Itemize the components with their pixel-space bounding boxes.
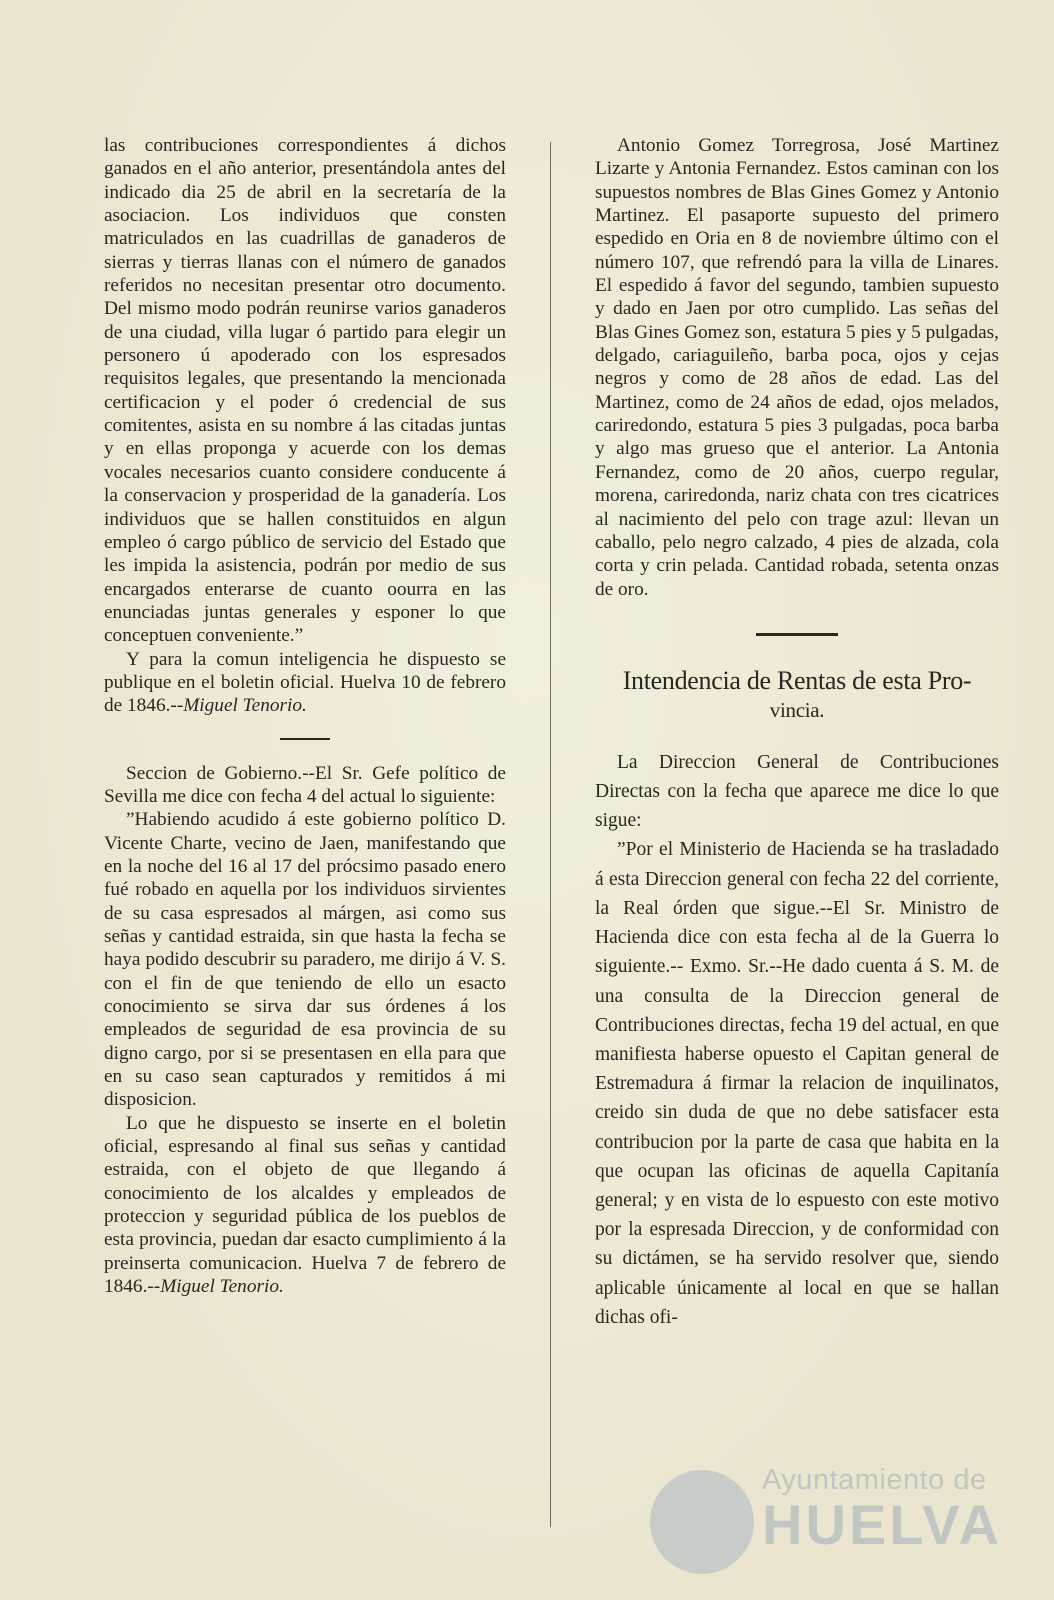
left-paragraph-3: Seccion de Gobierno.--El Sr. Gefe político de Sevilla me dice con fecha 4 del actual lo siguiente: xyxy=(104,762,506,807)
left-paragraph-5-text: Lo que he dispuesto se inserte en el boletin oficial, espresando al final sus señas y cantidad estraida, con el objeto de que llegando á conocimiento de los alcaldes y empleados de proteccion y seguridad pública de los pueblos de esta provincia, puedan dar esacto cumplimiento á la preinserta comunicacion. Huelva 7 de febrero de 1846.-- xyxy=(104,1112,506,1298)
section-divider xyxy=(756,633,838,636)
left-paragraph-1: las contribuciones correspondientes á dichos ganados en el año anterior, presentándola antes del indicado dia 25 de abril en la secretaría de la asociacion. Los individuos que consten matriculados en las cuadrillas de ganaderos de sierras y tierras llanas con el número de ganados referidos no necesitan presentar otro documento. Del mismo modo podrán reunirse varios ganaderos de una ciudad, villa lugar ó partido para elegir un personero ú apoderado con los espresados requisitos legales, que presentando la mencionada certificacion y el poder ó credencial de sus comitentes, asista en su nombre á las citadas juntas y en ellas proponga y acuerde con los demas vocales necesarios cuanto considere conducente á la conservacion y prosperidad de la ganadería. Los individuos que se hallen constituidos en algun empleo ó cargo público de servicio del Estado que les impida la asistencia, podrán por medio de sus encargados enterarse de cuanto oourra en las enunciadas juntas generales y esponer lo que conceptuen conveniente.” xyxy=(104,135,506,647)
right-paragraph-3: ”Por el Ministerio de Hacienda se ha trasladado á esta Direccion general con fecha 22 del corriente, la Real órden que sigue.--El Sr. Ministro de Hacienda dice con esta fecha al de la Guerra lo siguiente.-- Exmo. Sr.--He dado cuenta á S. M. de una consulta de la Direccion general de Contribuciones directas, fecha 19 del actual, en que manifiesta haberse opuesto el Capitan general de Estremadura á firmar la relacion de inquilinatos, creido sin duda de que no debe satisfacer esta contribucion por la parte de casa que habita en la que ocupan las oficinas de aquella Capitanía general; y en vista de lo espuesto con este motivo por la espresada Direccion, y de conformidad con su dictámen, se ha servido resolver que, siendo aplicable únicamente al local en que se hallan dichas ofi- xyxy=(595,839,999,1328)
watermark-line-1: Ayuntamiento de xyxy=(762,1464,987,1496)
left-paragraph-2-text: Y para la comun inteligencia he dispuesto se publique en el boletin oficial. Huelva 10 de febrero de 1846.-- xyxy=(104,648,506,717)
right-paragraph-2: La Direccion General de Contribuciones Directas con la fecha que aparece me dice lo que sigue: xyxy=(595,751,999,832)
crest-icon xyxy=(650,1470,754,1574)
left-column xyxy=(104,134,506,1299)
watermark-line-2: HUELVA xyxy=(762,1493,1002,1556)
right-column xyxy=(595,134,999,1332)
signature-1: Miguel Tenorio. xyxy=(183,695,307,717)
signature-2: Miguel Tenorio. xyxy=(160,1276,284,1298)
left-paragraph-5 xyxy=(104,1112,506,1299)
section-title-line-1: Intendencia de Rentas de esta Pro- xyxy=(622,665,972,695)
section-title-line-2: vincia. xyxy=(769,697,825,722)
section-title xyxy=(595,666,999,724)
left-paragraph-2 xyxy=(104,648,506,718)
left-paragraph-4: ”Habiendo acudido á este gobierno político D. Vicente Charte, vecino de Jaen, manifestando que en la noche del 16 al 17 del prócsimo pasado enero fué robado en aquella por los individuos sirvientes de su casa espresados al márgen, asi como sus señas y cantidad estraida, sin que hasta la fecha se haya podido descubrir su paradero, me dirijo á V. S. con el fin de que teniendo de ello un esacto conocimiento se sirva dar sus órdenes á los empleados de seguridad de esa provincia de su digno cargo, por si se presentasen en ella para que en su caso sean capturados y remitidos á mi disposicion. xyxy=(104,809,506,1111)
right-paragraph-1: Antonio Gomez Torregrosa, José Martinez Lizarte y Antonia Fernandez. Estos caminan con los supuestos nombres de Blas Gines Gomez y Antonio Martinez. El pasaporte supuesto del primero espedido en Oria en 8 de noviembre último con el número 107, que refrendó para la villa de Linares. El espedido á favor del segundo, tambien supuesto y dado en Jaen por otro cumplido. Las señas del Blas Gines Gomez son, estatura 5 pies y 5 pulgadas, delgado, cariaguileño, barba poca, ojos y cejas negros y como de 28 años de edad. Las del Martinez, como de 24 años de edad, ojos melados, cariredondo, estatura 5 pies 3 pulgadas, poca barba y algo mas grueso que el anterior. La Antonia Fernandez, como de 20 años, cuerpo regular, morena, cariredonda, nariz chata con tres cicatrices al nacimiento del pelo con trage azul: llevan un caballo, pelo negro calzado, 4 pies de alzada, cola corta y crin pelada. Cantidad robada, setenta onzas de oro. xyxy=(595,135,999,600)
section-divider xyxy=(280,738,330,740)
column-separator xyxy=(550,142,551,1527)
right-body xyxy=(595,748,999,1332)
watermark xyxy=(650,1462,1010,1572)
